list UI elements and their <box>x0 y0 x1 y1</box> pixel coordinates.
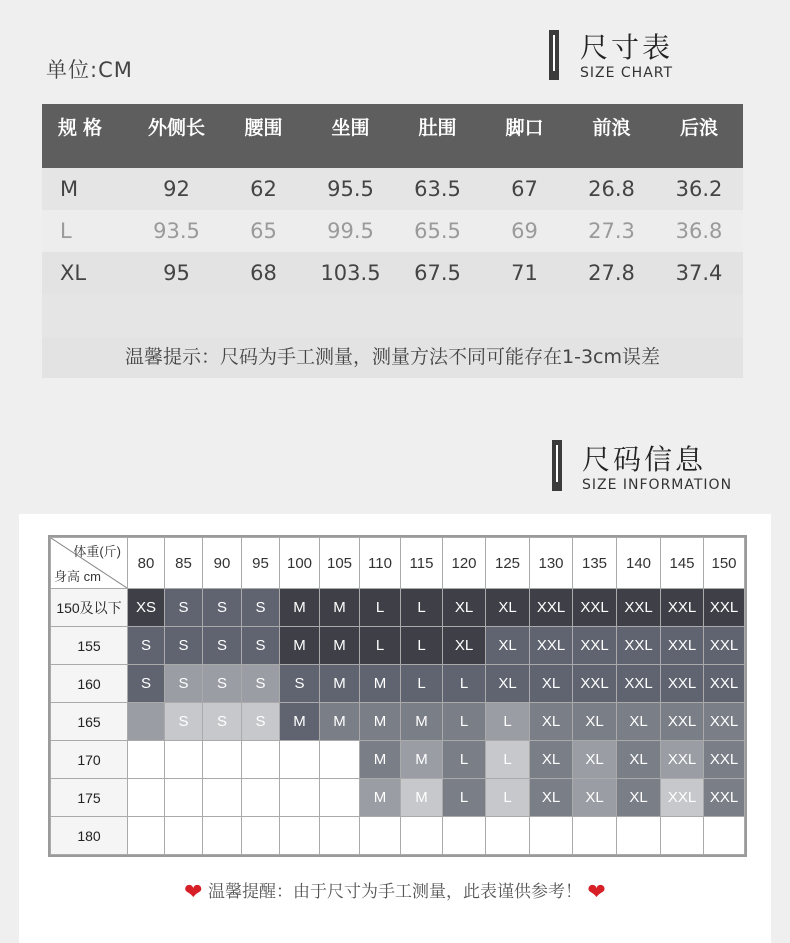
weight-header-cell: 95 <box>242 538 280 589</box>
size-cell: L <box>360 627 401 665</box>
empty-cell <box>165 817 203 855</box>
size-table-header <box>42 104 743 168</box>
size-cell: S <box>280 665 320 703</box>
table-cell: 93.5 <box>153 219 200 243</box>
size-cell: XL <box>530 779 573 817</box>
size-cell: XS <box>128 589 165 627</box>
size-cell: S <box>165 589 203 627</box>
size-cell: L <box>486 703 530 741</box>
size-cell: XL <box>617 741 661 779</box>
grid-row <box>51 779 745 817</box>
table-cell: L <box>60 219 72 243</box>
bottom-note-text: 温馨提醒：由于尺寸为手工测量，此表谨供参考！ <box>208 882 582 902</box>
header-cell: 坐围 <box>331 117 370 139</box>
empty-cell <box>320 741 360 779</box>
grid-row <box>51 817 745 855</box>
empty-cell <box>320 817 360 855</box>
heading-marker <box>552 440 562 491</box>
size-cell: M <box>401 703 443 741</box>
table-cell: 27.8 <box>588 261 635 285</box>
size-cell: XL <box>530 741 573 779</box>
size-cell: L <box>443 703 486 741</box>
header-cell: 脚口 <box>505 117 544 139</box>
size-chart-title: 尺寸表 <box>580 31 674 64</box>
empty-cell <box>242 741 280 779</box>
table-cell: 26.8 <box>588 177 635 201</box>
header-cell: 规格 <box>58 117 109 139</box>
size-cell: L <box>401 665 443 703</box>
size-chart-subtitle: SIZE CHART <box>580 65 674 81</box>
size-cell: XXL <box>661 779 704 817</box>
table-cell: M <box>60 177 79 201</box>
empty-cell <box>661 817 704 855</box>
weight-header-cell: 80 <box>128 538 165 589</box>
empty-cell <box>280 741 320 779</box>
size-table <box>42 104 743 338</box>
size-cell: XL <box>573 703 617 741</box>
empty-cell <box>401 817 443 855</box>
size-cell: L <box>486 779 530 817</box>
weight-header-cell: 115 <box>401 538 443 589</box>
table-cell: 92 <box>163 177 190 201</box>
size-cell: XL <box>573 741 617 779</box>
header-cell: 肚围 <box>418 117 457 139</box>
size-cell: M <box>280 703 320 741</box>
table-cell: 68 <box>250 261 277 285</box>
size-cell: L <box>401 627 443 665</box>
size-cell: XL <box>530 703 573 741</box>
table-cell: 67.5 <box>414 261 461 285</box>
heart-icon: ❤ <box>587 880 606 905</box>
size-cell: S <box>128 627 165 665</box>
size-cell: XXL <box>704 703 745 741</box>
empty-cell <box>360 817 401 855</box>
size-cell: L <box>443 665 486 703</box>
size-cell: XXL <box>530 627 573 665</box>
empty-cell <box>280 817 320 855</box>
empty-cell <box>486 817 530 855</box>
weight-header-cell: 100 <box>280 538 320 589</box>
empty-cell <box>203 817 242 855</box>
table-cell: 63.5 <box>414 177 461 201</box>
size-cell: XXL <box>661 741 704 779</box>
size-cell: S <box>242 589 280 627</box>
empty-cell <box>280 779 320 817</box>
size-cell: M <box>360 741 401 779</box>
bottom-note <box>0 877 790 905</box>
measurement-tip: 温馨提示：尺码为手工测量，测量方法不同可能存在1-3cm误差 <box>42 337 743 378</box>
table-cell: 36.2 <box>675 177 723 201</box>
empty-cell <box>128 779 165 817</box>
size-cell: L <box>401 589 443 627</box>
weight-header-cell: 125 <box>486 538 530 589</box>
grid-row <box>51 741 745 779</box>
size-cell: M <box>360 779 401 817</box>
table-cell: 27.3 <box>588 219 635 243</box>
weight-header-cell: 85 <box>165 538 203 589</box>
size-cell: L <box>443 779 486 817</box>
size-cell: M <box>280 627 320 665</box>
size-cell: XXL <box>617 627 661 665</box>
size-cell: XXL <box>573 589 617 627</box>
size-cell: XXL <box>573 665 617 703</box>
size-cell: XL <box>486 589 530 627</box>
size-cell: XL <box>443 589 486 627</box>
size-cell: S <box>242 703 280 741</box>
size-recommendation-grid <box>48 535 747 857</box>
size-cell: M <box>401 779 443 817</box>
height-label-cell: 165 <box>51 703 128 741</box>
size-cell: S <box>165 665 203 703</box>
header-cell: 后浪 <box>679 117 718 139</box>
weight-header-cell: 120 <box>443 538 486 589</box>
grid-row <box>51 665 745 703</box>
size-cell: XL <box>617 779 661 817</box>
weight-header-cell: 130 <box>530 538 573 589</box>
grid-row <box>51 703 745 741</box>
size-cell: L <box>443 741 486 779</box>
size-cell: XXL <box>704 741 745 779</box>
size-cell: M <box>320 627 360 665</box>
weight-header-cell: 90 <box>203 538 242 589</box>
height-axis-label: 身高 cm <box>54 569 101 584</box>
size-cell: XXL <box>661 589 704 627</box>
grid-header-row <box>51 538 745 589</box>
table-row <box>42 168 743 210</box>
size-info-heading <box>552 440 752 494</box>
size-cell: XXL <box>661 703 704 741</box>
size-cell: XL <box>486 665 530 703</box>
size-info-title: 尺码信息 <box>582 443 707 476</box>
size-cell: M <box>360 665 401 703</box>
size-cell: XXL <box>704 665 745 703</box>
size-cell: S <box>128 665 165 703</box>
size-cell: S <box>165 627 203 665</box>
size-cell: M <box>401 741 443 779</box>
size-cell: XXL <box>573 627 617 665</box>
empty-cell <box>320 779 360 817</box>
empty-cell <box>165 779 203 817</box>
size-cell: XXL <box>617 589 661 627</box>
size-cell: S <box>203 627 242 665</box>
table-cell: XL <box>60 261 87 285</box>
size-info-subtitle: SIZE INFORMATION <box>582 477 733 493</box>
size-cell: XL <box>617 703 661 741</box>
empty-cell <box>242 817 280 855</box>
table-cell: 69 <box>511 219 538 243</box>
unit-label: 单位:CM <box>46 58 133 82</box>
header-cell: 前浪 <box>592 117 631 139</box>
table-cell: 62 <box>250 177 277 201</box>
table-cell: 37.4 <box>675 261 723 285</box>
table-cell: 65.5 <box>414 219 461 243</box>
size-cell: XXL <box>704 589 745 627</box>
empty-cell <box>203 741 242 779</box>
table-cell: 99.5 <box>327 219 374 243</box>
empty-cell <box>704 817 745 855</box>
heart-icon: ❤ <box>184 880 203 905</box>
weight-header-cell: 110 <box>360 538 401 589</box>
height-label-cell: 180 <box>51 817 128 855</box>
empty-cell <box>443 817 486 855</box>
weight-header-cell: 150 <box>704 538 745 589</box>
size-cell: M <box>320 703 360 741</box>
height-label-cell: 175 <box>51 779 128 817</box>
table-cell: 36.8 <box>675 219 723 243</box>
size-cell: XXL <box>661 627 704 665</box>
size-cell: XL <box>530 665 573 703</box>
size-cell: S <box>203 703 242 741</box>
empty-cell <box>617 817 661 855</box>
size-cell: M <box>320 589 360 627</box>
table-cell: 103.5 <box>320 261 381 285</box>
size-cell: XXL <box>704 627 745 665</box>
weight-header-cell: 140 <box>617 538 661 589</box>
empty-cell <box>242 779 280 817</box>
grid-corner <box>51 538 128 589</box>
size-cell: XXL <box>661 665 704 703</box>
size-cell <box>128 703 165 741</box>
size-cell: XL <box>443 627 486 665</box>
size-cell: XXL <box>704 779 745 817</box>
size-chart-heading <box>549 30 749 82</box>
weight-header-cell: 105 <box>320 538 360 589</box>
size-cell: S <box>165 703 203 741</box>
weight-header-cell: 135 <box>573 538 617 589</box>
size-cell: L <box>360 589 401 627</box>
table-row <box>42 210 743 252</box>
header-cell: 腰围 <box>244 117 283 139</box>
header-cell: 外侧长 <box>147 117 205 139</box>
heading-marker <box>549 30 559 80</box>
size-cell: S <box>203 589 242 627</box>
table-cell: 95 <box>163 261 190 285</box>
height-label-cell: 150及以下 <box>51 589 128 627</box>
table-cell: 65 <box>250 219 277 243</box>
size-cell: XXL <box>530 589 573 627</box>
size-cell: S <box>242 665 280 703</box>
size-cell: M <box>280 589 320 627</box>
height-label-cell: 170 <box>51 741 128 779</box>
grid-row <box>51 627 745 665</box>
table-cell: 71 <box>511 261 538 285</box>
size-cell: XL <box>573 779 617 817</box>
empty-cell <box>128 817 165 855</box>
size-cell: S <box>242 627 280 665</box>
grid-row <box>51 589 745 627</box>
size-cell: M <box>360 703 401 741</box>
height-label-cell: 155 <box>51 627 128 665</box>
size-cell: S <box>203 665 242 703</box>
empty-cell <box>128 741 165 779</box>
size-cell: XXL <box>617 665 661 703</box>
weight-axis-label: 体重(斤) <box>73 544 121 559</box>
table-row <box>42 252 743 294</box>
table-spacer <box>42 294 743 338</box>
table-cell: 95.5 <box>327 177 374 201</box>
empty-cell <box>203 779 242 817</box>
size-cell: XL <box>486 627 530 665</box>
table-cell: 67 <box>511 177 538 201</box>
empty-cell <box>573 817 617 855</box>
height-label-cell: 160 <box>51 665 128 703</box>
size-cell: L <box>486 741 530 779</box>
weight-header-cell: 145 <box>661 538 704 589</box>
empty-cell <box>165 741 203 779</box>
size-cell: M <box>320 665 360 703</box>
empty-cell <box>530 817 573 855</box>
